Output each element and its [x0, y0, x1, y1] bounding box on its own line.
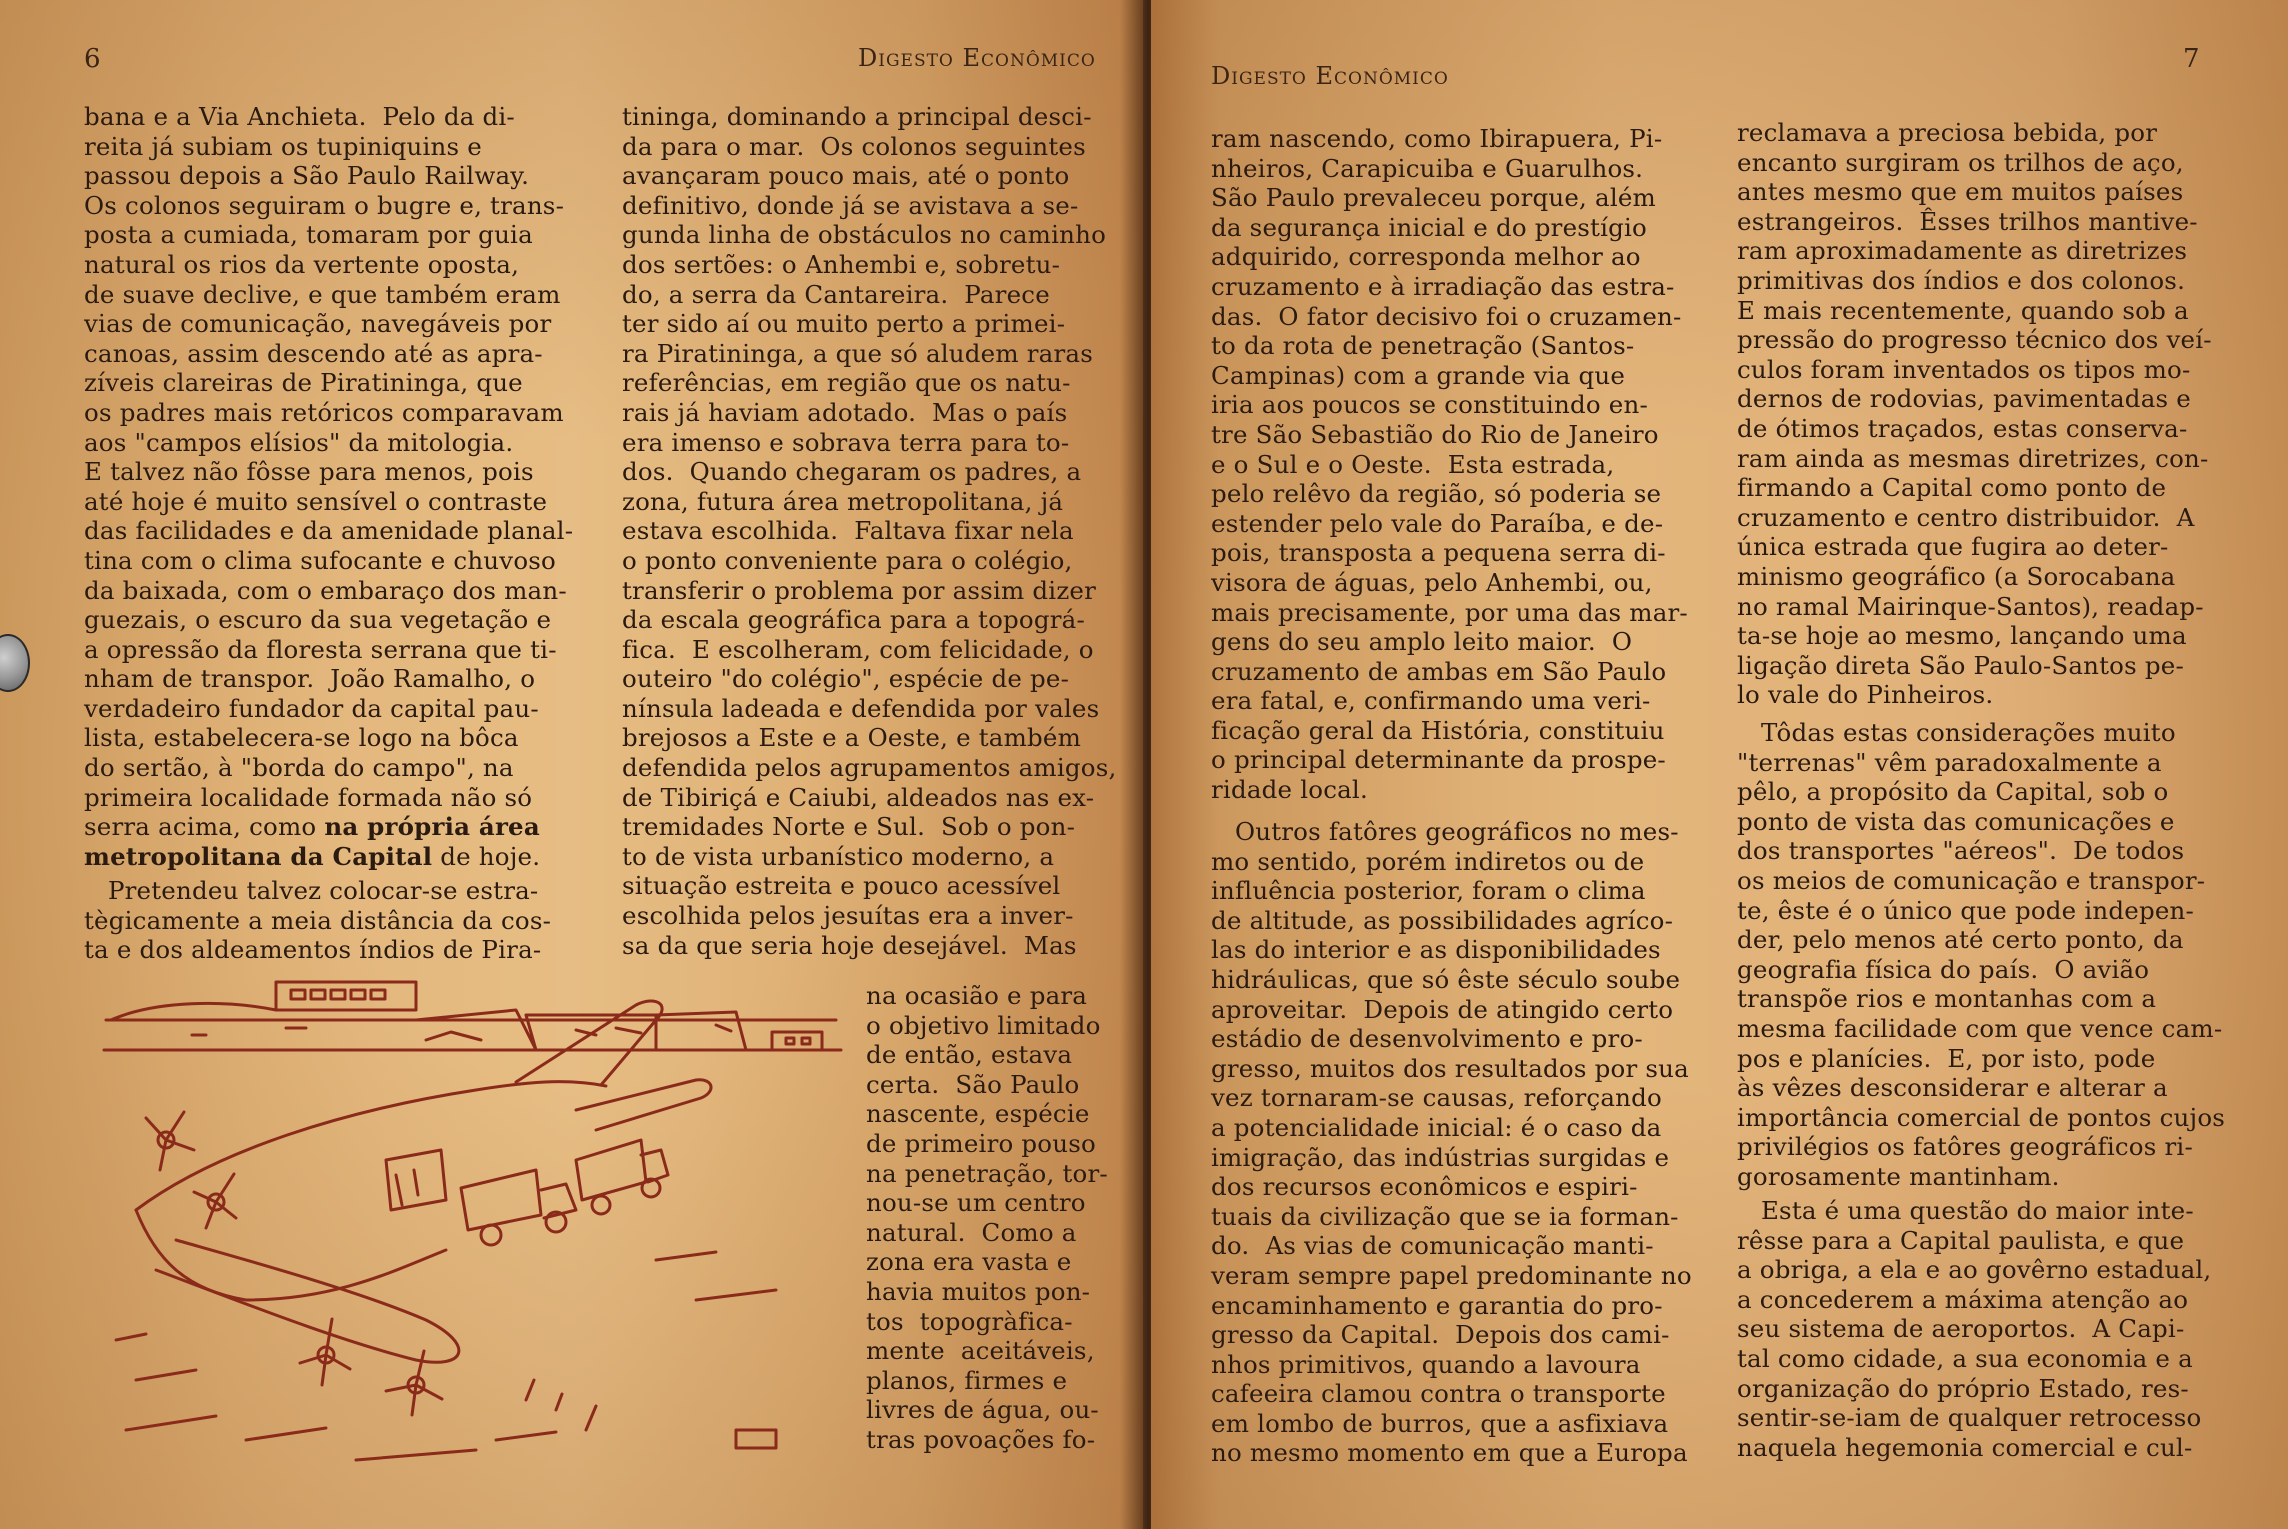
left-column-2-narrow: na ocasião e para o objetivo limitado de então, estava certa. São Paulo nascente, espécie de primeiro pouso na penetração, tor- nou-se um centro natural. Como a zona era vasta e havia muitos pon- tos topogràfica- mente aceitáveis, planos, firmes e livres de água, ou- tras povoações fo- [866, 981, 1108, 1454]
page-number: 7 [2183, 44, 2200, 74]
right-column-2: reclamava a preciosa bebida, por encanto surgiram os trilhos de aço, antes mesmo que em muitos países estrangeiros. Êsses trilhos mantive- ram aproximadamente as diretrizes primitivas dos índios e dos colonos. E mais recentemente, quando sob a pressão do progresso técnico dos veí- culos foram inventados os tipos mo- dernos de rodovias, pavimentadas e de ótimos traçados, estas conserva- ram ainda as mesmas diretrizes, con- firmando a Capital como ponto de cruzamento e centro distribuidor. A única estrada que fugira ao deter- minismo geográfico (a Sorocabana no ramal Mairinque-Santos), readap- ta-se hoje ao mesmo, lançando uma ligação direta São Paulo-Santos pe- lo vale do Pinheiros. [1737, 118, 2212, 710]
left-column-2: tininga, dominando a principal desci- da para o mar. Os colonos seguintes avançaram pouco mais, até o ponto definitivo, donde já se avistava a se- gunda linha de obstáculos no caminho dos sertões: o Anhembi e, sobretu- do, a serra da Cantareira. Parece ter sido aí ou muito perto a primei- ra Piratininga, a que só aludem raras referências, em região que os natu- rais já haviam adotado. Mas o país era imenso e sobrava terra para to- dos. Quando chegaram os padres, a zona, futura área metropolitana, já estava escolhida. Faltava fixar nela o ponto conveniente para o colégio, transferir o problema por assim dizer da escala geográfica para a topográ- fica. E escolheram, com felicidade, o outeiro "do colégio", espécie de pe- nínsula ladeada e defendida por vales brejosos a Este e a Oeste, e também defendida pelos agrupamentos amigos, de Tibiriçá e Caiubi, aldeados nas ex- tremidades Norte e Sul. Sob o pon- to de vista urbanístico moderno, a situação estreita e pouco acessível escolhida pelos jesuítas era a inver- sa da que seria hoje desejável. Mas [622, 102, 1117, 960]
text-run: de hoje. [440, 841, 541, 871]
running-header: Digesto Econômico [858, 44, 1096, 72]
running-header: Digesto Econômico [1211, 62, 1449, 90]
page-number: 6 [84, 44, 101, 74]
paragraph: Pretendeu talvez colocar-se estra- tègicamente a meia distância da cos- ta e dos aldeamentos índios de Pira- [84, 876, 552, 965]
paragraph: Outros fatôres geográficos no mes- mo sentido, porém indiretos ou de influência posterior, foram o clima de altitude, as possibilidades agríco- las do interior e as disponibilidades hidráulicas, que só êste século soube aproveitar. Depois de atingido certo estádio de desenvolvimento e pro- gresso, muitos dos resultados por sua vez tornaram-se causas, reforçando a potencialidade inicial: é o caso da imigração, das indústrias surgidas e dos recursos econômicos e espiri- tuais da civilização que se ia forman- do. As vias de comunicação manti- veram sempre papel predominante no encaminhamento e garantia do pro- gresso da Capital. Depois dos cami- nhos primitivos, quando a lavoura cafeeira clamou contra o transporte em lombo de burros, que a asfixiava no mesmo momento em que a Europa [1211, 817, 1692, 1468]
bold-phrase: na própria área [324, 812, 540, 842]
right-column-1: ram nascendo, como Ibirapuera, Pi- nheiros, Carapicuiba e Guarulhos. São Paulo prevaleceu porque, além da segurança inicial e do prestígio adquirido, corresponda melhor ao cruzamento e à irradiação das estra- das. O fator decisivo foi o cruzamen- to da rota de penetração (Santos- Campinas) com a grande via que iria aos poucos se constituindo en- tre São Sebastião do Rio de Janeiro e o Sul e o Oeste. Esta estrada, pelo relêvo da região, só poderia se estender pelo vale do Paraíba, e de- pois, transposta a pequena serra di- visora de águas, pelo Anhembi, ou, mais precisamente, por uma das mar- gens do seu amplo leito maior. O cruzamento de ambas em São Paulo era fatal, e, confirmando uma veri- ficação geral da História, constituiu o principal determinante da prospe- ridade local. [1211, 124, 1688, 805]
paragraph: Esta é uma questão do maior inte- rêsse para a Capital paulista, e que a obriga, a ela e ao govêrno estadual, a concederem a máxima atenção ao seu sistema de aeroportos. A Capi- tal como cidade, a sua economia e a organização do próprio Estado, res- sentir-se-iam de qualquer retrocesso naquela hegemonia comercial e cul- [1737, 1196, 2212, 1462]
paragraph: Tôdas estas considerações muito "terrenas" vêm paradoxalmente a pêlo, a propósito da Capital, sob o ponto de vista das comunicações e dos transportes "aéreos". De todos os meios de comunicação e transpor- te, êste é o único que pode indepen- der, pelo menos até certo ponto, da geografia física do país. O avião transpõe rios e montanhas com a mesma facilidade com que vence cam- pos e planícies. E, por isto, pode às vêzes desconsiderar e alterar a importância comercial de pontos cujos privilégios os fatôres geográficos ri- gorosamente mantinham. [1737, 718, 2226, 1191]
punch-hole [0, 634, 30, 692]
right-page [1151, 0, 2288, 1529]
left-page [0, 0, 1143, 1529]
left-column-1 [84, 102, 573, 871]
bold-phrase: metropolitana da Capital [84, 841, 433, 871]
airplane-airport-sketch-icon [96, 960, 856, 1470]
paragraph: bana e a Via Anchieta. Pelo da di- reita já subiam os tupiniquins e passou depois a São Paulo Railway. Os colonos seguiram o bugre e, trans- posta a cumiada, tomaram por guia natural os rios da vertente oposta, de suave declive, e que também eram vias de comunicação, navegáveis por canoas, assim descendo até as apra- zíveis clareiras de Piratininga, que os padres mais retóricos comparavam aos "campos elísios" da mitologia. E talvez não fôsse para menos, pois até hoje é muito sensível o contraste das facilidades e da amenidade planal- tina com o clima sufocante e chuvoso da baixada, com o embaraço dos man- guezais, o escuro da sua vegetação e a opressão da floresta serrana que ti- nham de transpor. João Ramalho, o verdadeiro fundador da capital pau- lista, estabelecera-se logo na bôca do sertão, à "borda do campo", na primeira localidade formada não só serra acima, como [84, 102, 574, 842]
